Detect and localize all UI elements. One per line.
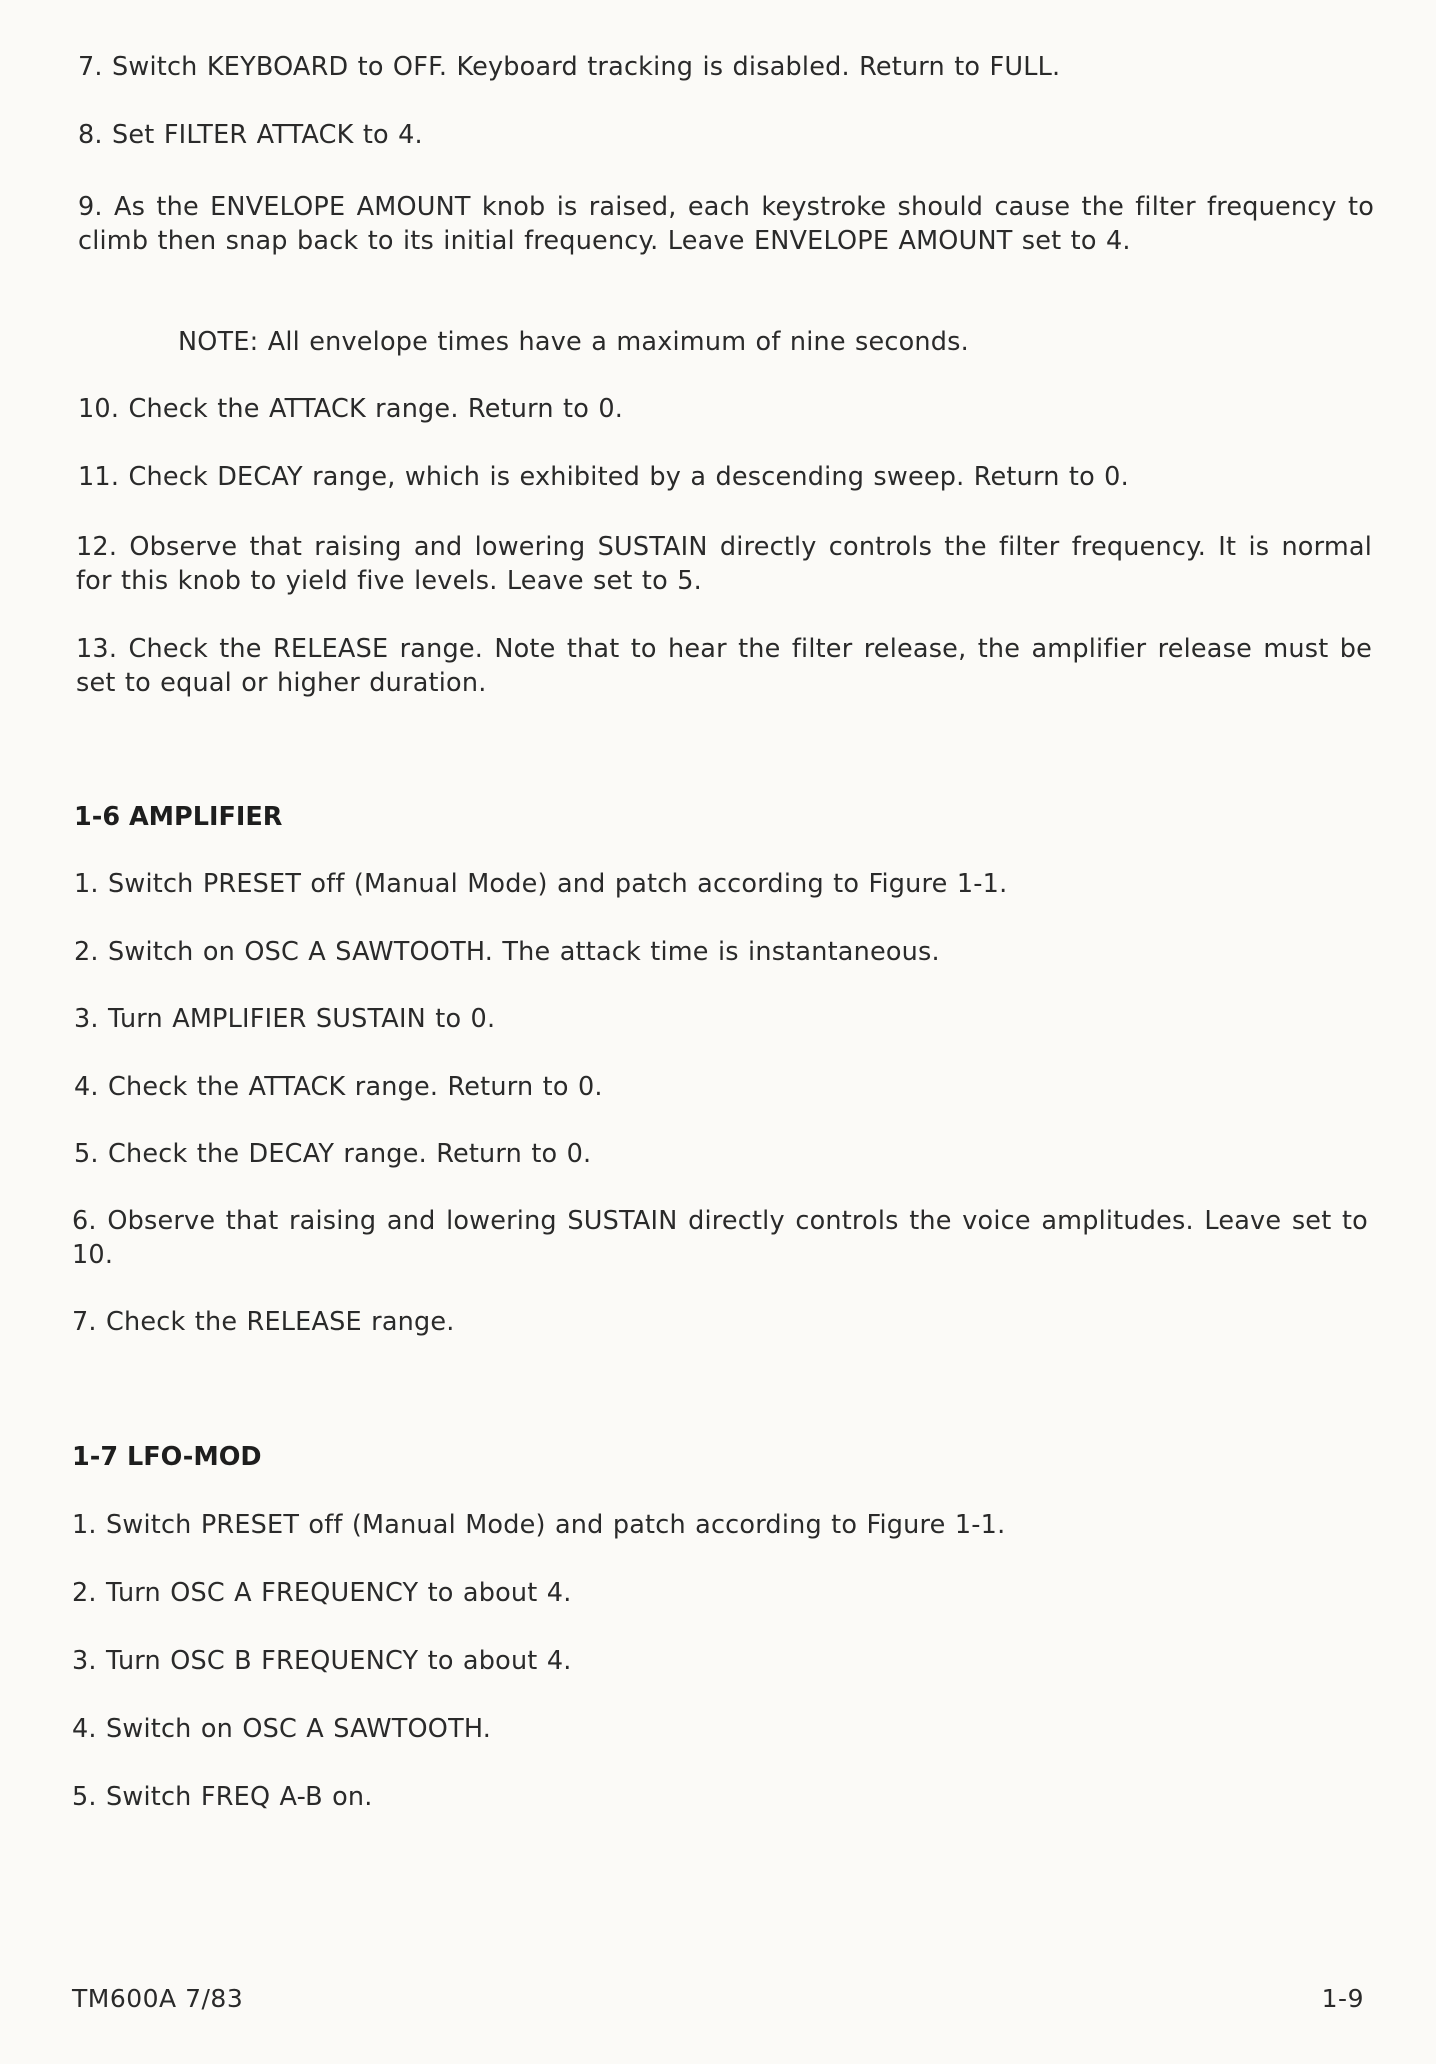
- filter-step-10: 10. Check the ATTACK range. Return to 0.: [78, 394, 624, 424]
- filter-step-11: 11. Check DECAY range, which is exhibited by a descending sweep. Return to 0.: [78, 462, 1129, 492]
- filter-note: NOTE: All envelope times have a maximum of nine seconds.: [178, 327, 969, 357]
- page-number: 1-9: [1321, 1984, 1364, 2013]
- filter-step-12: 12. Observe that raising and lowering SUSTAIN directly controls the filter frequency. It is normal for this knob to yield five levels. Leave set to 5.: [76, 532, 1372, 596]
- amplifier-step-3: 3. Turn AMPLIFIER SUSTAIN to 0.: [74, 1004, 496, 1034]
- lfo-mod-step-1: 1. Switch PRESET off (Manual Mode) and patch according to Figure 1-1.: [72, 1510, 1006, 1540]
- filter-step-13: 13. Check the RELEASE range. Note that to hear the filter release, the amplifier release must be set to equal or higher duration.: [76, 634, 1372, 698]
- lfo-mod-step-4: 4. Switch on OSC A SAWTOOTH.: [72, 1714, 492, 1744]
- filter-step-9: 9. As the ENVELOPE AMOUNT knob is raised, each keystroke should cause the filter frequency to climb then snap back to its initial frequency. Leave ENVELOPE AMOUNT set to 4.: [78, 192, 1374, 256]
- amplifier-step-1: 1. Switch PRESET off (Manual Mode) and patch according to Figure 1-1.: [74, 869, 1008, 899]
- amplifier-step-5: 5. Check the DECAY range. Return to 0.: [74, 1139, 592, 1169]
- amplifier-step-7: 7. Check the RELEASE range.: [72, 1307, 455, 1337]
- filter-step-7: 7. Switch KEYBOARD to OFF. Keyboard tracking is disabled. Return to FULL.: [78, 52, 1061, 82]
- lfo-mod-step-2: 2. Turn OSC A FREQUENCY to about 4.: [72, 1578, 572, 1608]
- amplifier-step-4: 4. Check the ATTACK range. Return to 0.: [74, 1072, 603, 1102]
- filter-step-8: 8. Set FILTER ATTACK to 4.: [78, 120, 423, 150]
- amplifier-heading: 1-6 AMPLIFIER: [74, 802, 283, 832]
- amplifier-step-6: 6. Observe that raising and lowering SUSTAIN directly controls the voice amplitudes. Leave set to 10.: [72, 1206, 1368, 1270]
- lfo-mod-heading: 1-7 LFO-MOD: [72, 1442, 262, 1472]
- amplifier-step-2: 2. Switch on OSC A SAWTOOTH. The attack time is instantaneous.: [74, 937, 940, 967]
- lfo-mod-step-5: 5. Switch FREQ A-B on.: [72, 1782, 373, 1812]
- document-id: TM600A 7/83: [72, 1984, 244, 2013]
- lfo-mod-step-3: 3. Turn OSC B FREQUENCY to about 4.: [72, 1646, 572, 1676]
